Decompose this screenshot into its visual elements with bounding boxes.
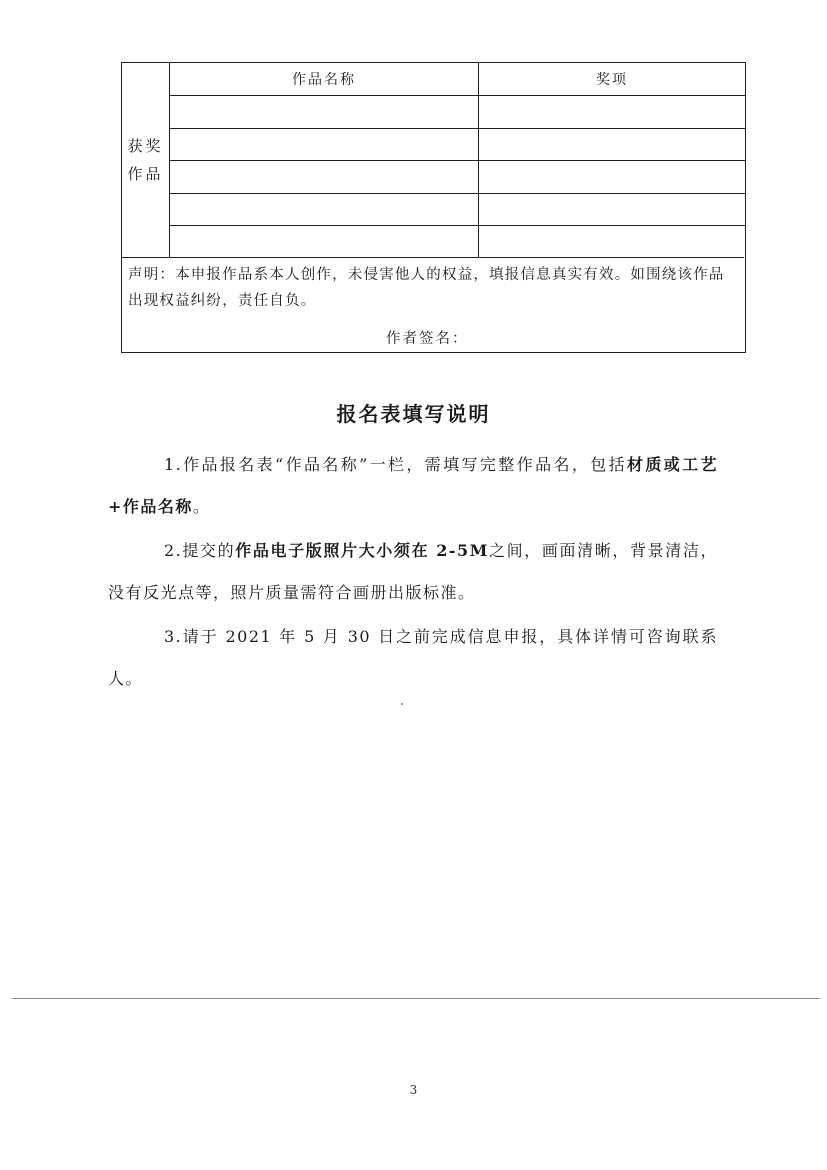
award-works-grid [170,63,745,257]
header-work-name: 作品名称 [170,63,479,95]
award-cell[interactable] [479,226,745,257]
award-works-table [121,62,746,353]
page-number: 3 [409,1083,418,1097]
award-works-label [122,63,170,257]
work-name-cell[interactable] [170,129,479,160]
side-label-line2: 作品 [127,165,164,183]
declaration-text: 声明：本申报作品系本人创作，未侵害他人的权益，填报信息真实有效。如围绕该作品出现权益纠纷，责任自负。 [128,267,725,309]
footer-divider [12,998,820,999]
instructions-title: 报名表填写说明 [336,402,491,426]
instruction-1-end: 。 [192,497,211,516]
award-cell[interactable] [479,96,745,128]
instruction-2-text: 2.提交的 [164,541,236,560]
header-award: 奖项 [596,72,628,88]
instruction-item-3: 3.请于 2021 年 5 月 30 日之前完成信息申报，具体详情可咨询联系人。 [108,627,718,688]
declaration-section [122,257,744,352]
table-row [170,96,745,129]
work-name-cell[interactable] [170,96,479,128]
instruction-1-text: 1.作品报名表“作品名称”一栏，需填写完整作品名，包括 [164,455,627,474]
award-cell[interactable] [479,129,745,160]
instruction-item-2 [108,530,718,614]
award-cell[interactable] [479,194,745,225]
side-label-line1: 获奖 [127,137,164,155]
instruction-item-1 [108,444,718,528]
instruction-2-bold: 作品电子版照片大小须在 2-5M [235,541,489,560]
table-row [170,161,745,194]
table-row [170,194,745,226]
work-name-cell[interactable] [170,194,479,225]
scan-speck [401,703,403,705]
work-name-cell[interactable] [170,226,479,257]
author-signature-label: 作者签名： [386,331,469,347]
award-cell[interactable] [479,161,745,193]
table-row [170,129,745,161]
work-name-cell[interactable] [170,161,479,193]
instruction-2-end: 之间，画面清晰，背景清洁，没有反光点等，照片质量需符合画册出版标准。 [108,541,718,602]
table-row [170,226,745,257]
table-header-row [170,63,745,96]
instruction-1-bold: 材质或工艺+作品名称 [108,455,718,516]
